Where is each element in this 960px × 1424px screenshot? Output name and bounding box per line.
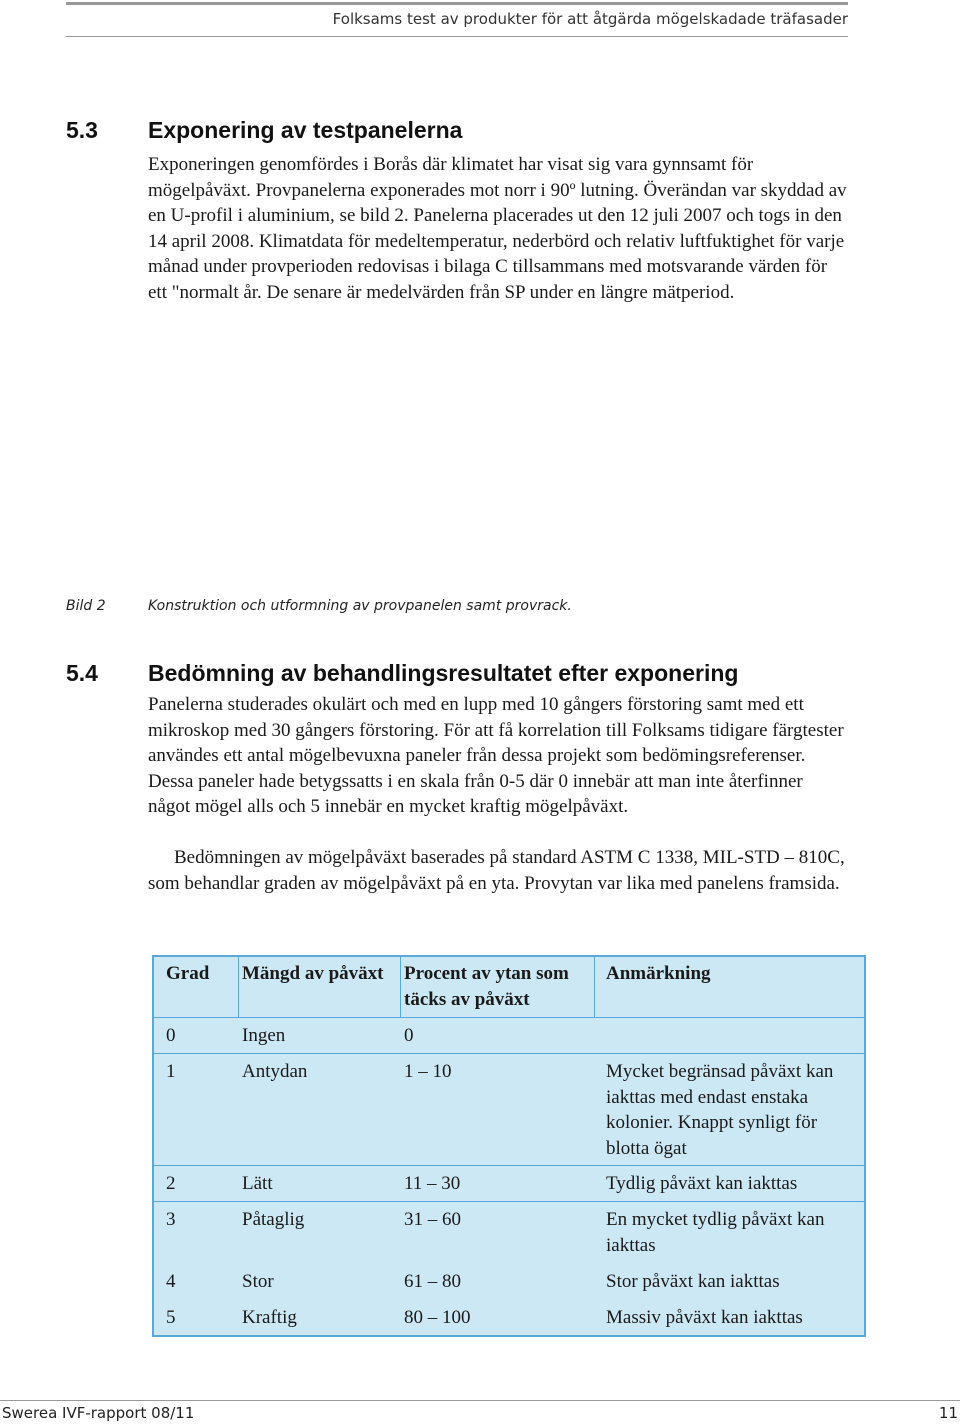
table-cell: Mycket begränsad påväxt kan iakttas med endast enstaka kolonier. Knappt synligt för blotta ögat: [606, 1061, 834, 1159]
table-cell: Kraftig: [242, 1307, 297, 1328]
table-cell: 0: [404, 1025, 414, 1046]
footer-divider: [0, 1400, 960, 1401]
footer-report-id: Swerea IVF-rapport 08/11: [2, 1404, 195, 1422]
section-title: Bedömning av behandlingsresultatet efter exponering: [148, 660, 739, 686]
table-cell: 61 – 80: [404, 1271, 461, 1292]
header-rule: [66, 2, 848, 5]
table-header-cell: Anmärkning: [606, 963, 711, 984]
table-header-cell: Grad: [166, 963, 210, 984]
table-cell: Massiv påväxt kan iakttas: [606, 1307, 803, 1328]
table-cell: Stor påväxt kan iakttas: [606, 1271, 780, 1292]
table-cell: 1 – 10: [404, 1061, 452, 1082]
page-number: 11: [938, 1404, 958, 1422]
header-divider: [66, 36, 848, 37]
table-cell: 3: [166, 1209, 176, 1230]
table-column-divider: [594, 957, 595, 1017]
section-number: 5.3: [66, 117, 98, 143]
table-cell: Antydan: [242, 1061, 308, 1082]
table-cell: 4: [166, 1271, 176, 1292]
table-cell: 2: [166, 1173, 176, 1194]
table-divider: [154, 1201, 864, 1202]
table-divider: [154, 1165, 864, 1166]
table-cell: 80 – 100: [404, 1307, 471, 1328]
table-column-divider: [238, 957, 239, 1017]
table-cell: 1: [166, 1061, 176, 1082]
table-cell: En mycket tydlig påväxt kan iakttas: [606, 1209, 825, 1256]
running-header: Folksams test av produkter för att åtgärda mögelskadade träfasader: [332, 10, 848, 28]
table-header-cell: Mängd av påväxt: [242, 963, 384, 984]
table-cell: 5: [166, 1307, 176, 1328]
section-5-4-paragraph-1: Panelerna studerades okulärt och med en lupp med 10 gångers förstoring samt med ett mikroskop med 30 gångers förstoring. För att få korrelation till Folksams tidigare färgtester användes ett antal mögelbevuxna paneler från dessa projekt som bedömingsreferenser. Dessa paneler hade betygssatts i en skala från 0-5 där 0 innebär att man inte återfinner något mögel alls och 5 innebär en mycket kraftig mögelpåväxt.: [148, 694, 844, 817]
figure-caption: Konstruktion och utformning av provpanelen samt provrack.: [148, 598, 572, 614]
table-cell: Ingen: [242, 1025, 286, 1046]
table-cell: Påtaglig: [242, 1209, 305, 1230]
section-number: 5.4: [66, 660, 98, 686]
section-5-3-paragraph: Exponeringen genomfördes i Borås där klimatet har visat sig vara gynnsamt för mögelpåväxt. Provpanelerna exponerades mot norr i 90º lutning. Överändan var skyddad av en U-profil i aluminium, se bild 2. Panelerna placerades ut den 12 juli 2007 och togs in den 14 april 2008. Klimatdata för medeltemperatur, nederbörd och relativ luftfuktighet för varje månad under provperioden redovisas i bilaga C tillsammans med motsvarande värden för ett "normalt år. De senare är medelvärden från SP under en längre mätperiod.: [148, 154, 847, 303]
table-divider: [154, 1017, 864, 1018]
table-cell: 11 – 30: [404, 1173, 461, 1194]
mold-grading-table: [152, 955, 866, 1337]
figure-label: Bild 2: [66, 598, 106, 614]
table-header-cell: Procent av ytan som täcks av påväxt: [404, 963, 569, 1010]
section-title: Exponering av testpanelerna: [148, 117, 463, 143]
table-cell: 31 – 60: [404, 1209, 461, 1230]
table-cell: 0: [166, 1025, 176, 1046]
table-cell: Stor: [242, 1271, 274, 1292]
section-5-4-paragraph-2: Bedömningen av mögelpåväxt baserades på standard ASTM C 1338, MIL-STD – 810C, som behandlar graden av mögelpåväxt på en yta. Provytan var lika med panelens framsida.: [148, 847, 845, 894]
table-divider: [154, 1053, 864, 1054]
table-cell: Lätt: [242, 1173, 273, 1194]
table-cell: Tydlig påväxt kan iakttas: [606, 1173, 798, 1194]
